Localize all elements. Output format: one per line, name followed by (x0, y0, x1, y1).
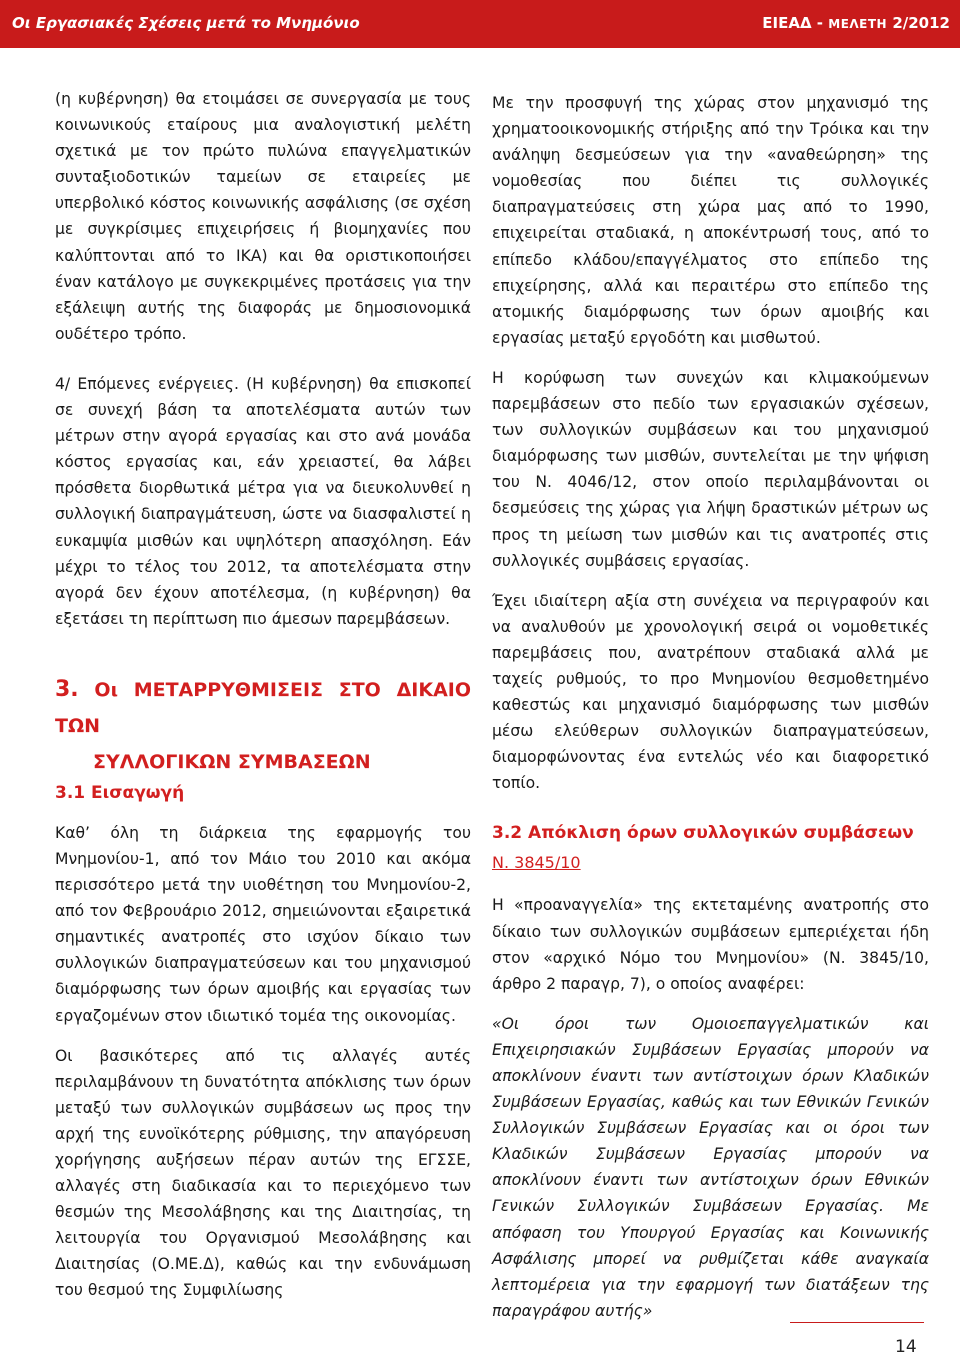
law-reference: Ν. 3845/10 (492, 853, 581, 873)
series-org: ΕΙΕΑΔ - (762, 14, 829, 32)
section-number: 3. (55, 676, 79, 702)
section-heading (55, 672, 471, 780)
series-number: 2/2012 (887, 14, 950, 32)
series-word: ΜΕΛΕΤΗ (828, 17, 888, 31)
paragraph: (η κυβέρνηση) θα ετοιμάσει σε συνεργασία με τους κοινωνικούς εταίρους μια αναλογιστική μελέτη σχετικά με τον πρώτο πυλώνα επαγγελματικών συνταξιοδοτικών ταμείων σε εταιρείες με υπερβολικό κόστος κοινωνικής ασφάλισης (σε σχέση με συγκρίσιμες επιχειρήσεις ή βιομηχανίες που καλύπτονται από το ΙΚΑ) και θα οριστικοποιήσει έναν κατάλογο με συγκεκριμένες προτάσεις για την εξάλειψη αυτής της διαφοράς με δημοσιονομικά ουδέτερο τρόπο. (55, 90, 471, 343)
document-title: Οι Εργασιακές Σχέσεις μετά το Μνημόνιο (12, 14, 360, 32)
paragraph: Καθ’ όλη τη διάρκεια της εφαρμογής του Μνημονίου-1, από τον Μάιο του 2010 και ακόμα περισσότερο μετά την υιοθέτηση του Μνημονίου-2, από τον Φεβρουάριο 2012, σημειώνονται εξαιρετικά σημαντικές ανατροπές στο ισχύον δίκαιο των συλλογικών διαπραγματεύσεων και του μηχανισμού διαμόρφωσης των όρων αμοιβής και εργασίας των εργαζομένων στον ιδιωτικό τομέα της οικονομίας. (55, 823, 471, 1025)
paragraph: Οι βασικότερες από τις αλλαγές αυτές περιλαμβάνουν τη δυνατότητα απόκλισης των όρων μεταξύ των συλλογικών συμβάσεων ως προς την αρχή της ευνοϊκότερης ρύθμισης, την απαγόρευση χορήγησης αυξήσεων πέραν αυτών της ΕΓΣΣΕ, αλλαγές στη διαδικασία και το περιεχόμενο των θεσμών της Μεσολάβησης και της Διαιτησίας, τη λειτουργία του Οργανισμού Μεσολάβησης και Διαιτησίας (Ο.ΜΕ.Δ), καθώς και την ενδυνάμωση του θεσμού της Συμφιλίωσης (55, 1046, 471, 1300)
left-column (55, 86, 471, 1304)
section-title-line-1: Οι ΜΕΤΑΡΡΥΘΜΙΣΕΙΣ ΣΤΟ ΔΙΚΑΙΟ ΤΩΝ (55, 678, 471, 737)
series-label (762, 14, 950, 32)
page-header (0, 0, 960, 48)
section-title-line-2: ΣΥΛΛΟΓΙΚΩΝ ΣΥΜΒΑΣΕΩΝ (93, 750, 371, 773)
right-column (492, 90, 929, 1324)
paragraph: Με την προσφυγή της χώρας στον μηχανισμό της χρηματοοικονομικής στήριξης από την Τρόικα και την ανάληψη δεσμεύσεων για την «αναθεώρηση» της νομοθεσίας που διέπει τις συλλογικές διαπραγματεύσεις στη χώρα μας από το 1990, επιχειρείται σταδιακά, η αποκέντρωσή τους, από το επίπεδο κλάδου/επαγγέλματος στο επίπεδο της επιχείρησης, αλλά και περαιτέρω στο επίπεδο της ατομικής διαμόρφωσης των όρων αμοιβής και εργασίας μεταξύ εργοδότη και μισθωτού. (492, 94, 929, 347)
subsection-heading: 3.1 Εισαγωγή (55, 782, 185, 803)
quote-block: «Οι όροι των Ομοιοεπαγγελματικών και Επιχειρησιακών Συμβάσεων Εργασίας μπορούν να αποκλίνουν έναντι των αντίστοιχων όρων Κλαδικών Συμβάσεων Εργασίας, καθώς και των Εθνικών Γενικών Συλλογικών Συμβάσεων Εργασίας και οι όροι των Κλαδικών Συμβάσεων Εργασίας μπορούν να αποκλίνουν έναντι των αντίστοιχων όρων Εθνικών Γενικών Συλλογικών Συμβάσεων Εργασίας. Με απόφαση του Υπουργού Εργασίας και Κοινωνικής Ασφάλισης μπορεί να ρυθμίζεται κάθε αναγκαία λεπτομέρεια για την εφαρμογή των διατάξεων της παραγράφου αυτής» (492, 1014, 929, 1320)
paragraph: Η κορύφωση των συνεχών και κλιμακούμενων παρεμβάσεων στο πεδίο των εργασιακών σχέσεων, των συλλογικών συμβάσεων και του μηχανισμού διαμόρφωσης των μισθών, συντελείται με την ψήφιση του Ν. 4046/12, στον οποίο περιλαμβάνονται οι δεσμεύσεις της χώρας για λήψη δραστικών μέτρων ως προς τη μείωση των μισθών και τις ανατροπές στις συλλογικές συμβάσεις εργασίας. (492, 368, 929, 570)
page-number: 14 (895, 1337, 917, 1357)
paragraph: Η «προαναγγελία» της εκτεταμένης ανατροπής στο δίκαιο των συλλογικών συμβάσεων εμπεριέχεται ήδη στον «αρχικό Νόμο του Μνημονίου» (Ν. 3845/10, άρθρο 2 παραγρ, 7), ο οποίος αναφέρει: (492, 896, 929, 993)
paragraph: 4/ Επόμενες ενέργειες. (Η κυβέρνηση) θα επισκοπεί σε συνεχή βάση τα αποτελέσματα αυτών των μέτρων στην αγορά εργασίας και στο ανά μονάδα κόστος εργασίας και, εάν χρειαστεί, θα λάβει πρόσθετα διορθωτικά μέτρα για να διευκολυνθεί η συλλογική διαπραγμάτευση, ώστε να διασφαλιστεί η ευκαμψία μισθών και υψηλότερη απασχόληση. Εάν μέχρι το τέλος του 2012, τα αποτελέσματα στην αγορά δεν έχουν αποτέλεσμα, (η κυβέρνηση) θα εξετάσει τη περίπτωση πιο άμεσων παρεμβάσεων. (55, 374, 471, 628)
subsection-heading: 3.2 Απόκλιση όρων συλλογικών συμβάσεων (492, 823, 914, 844)
paragraph: Έχει ιδιαίτερη αξία στη συνέχεια να περιγραφούν και να αναλυθούν με χρονολογική σειρά οι νομοθετικές παρεμβάσεις που, ανατρέπουν σταδιακά αλλά με ταχείς ρυθμούς, το προ Μνημονίου θεσμοθετημένο καθεστώς και μηχανισμό διαμόρφωσης των μισθών μέσω ελεύθερων συλλογικών διαπραγματεύσεων, διαμορφώνοντας ένα εντελώς νέο και διαφορετικό τοπίο. (492, 591, 929, 793)
footer-rule (790, 1322, 924, 1323)
